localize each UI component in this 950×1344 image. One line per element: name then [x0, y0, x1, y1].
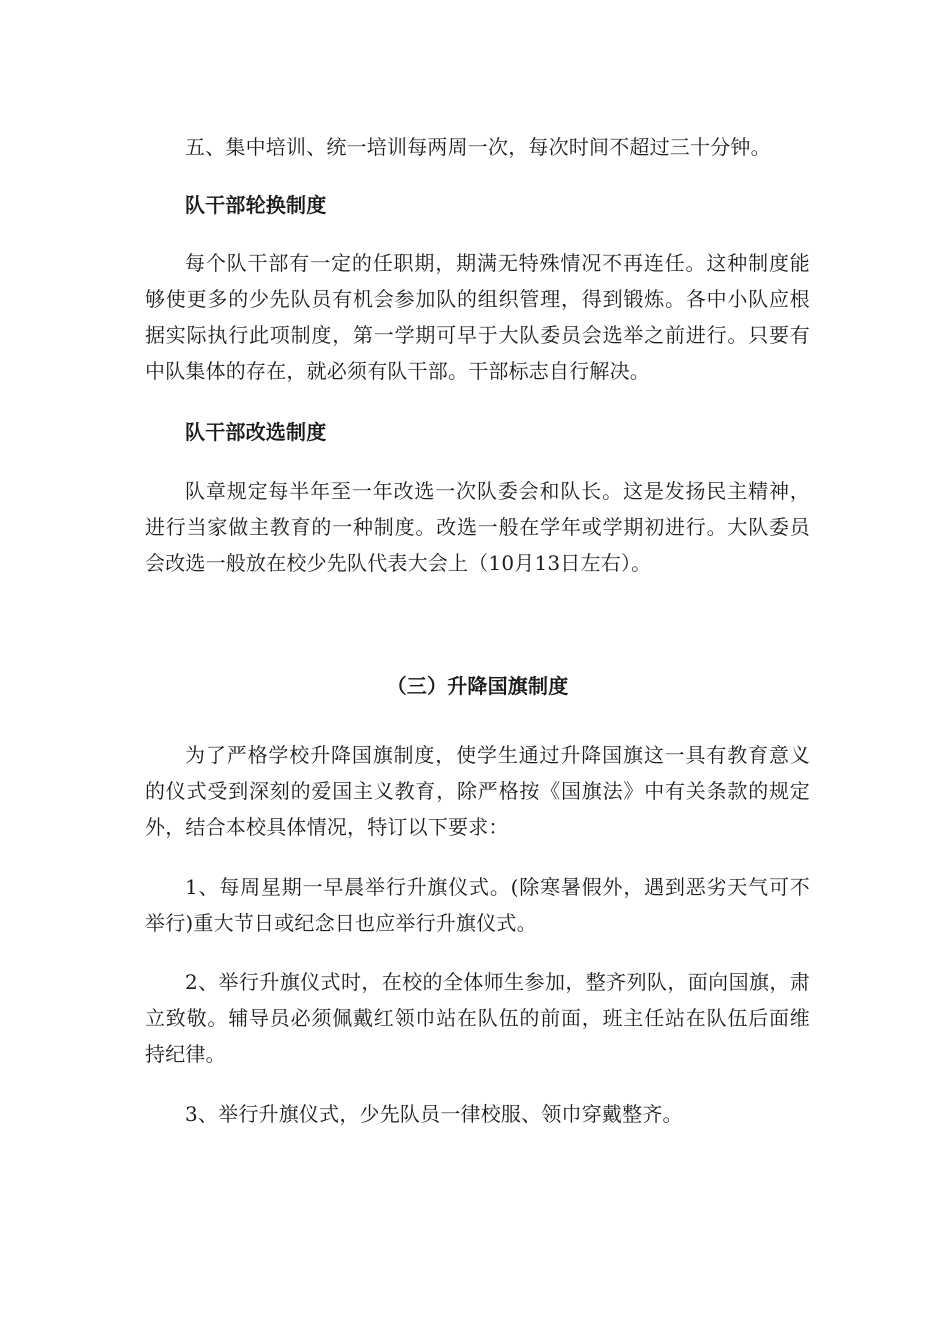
paragraph-flag-rule-3: 3、举行升旗仪式，少先队员一律校服、领巾穿戴整齐。 [185, 1102, 683, 1126]
paragraph-rotation: 每个队干部有一定的任职期，期满无特殊情况不再连任。这种制度能够使更多的少先队员有机会参加队的组织管理，得到锻炼。各中小队应根据实际执行此项制度，第一学期可早于大队委员会选举之前进行。只要有中队集体的存在，就必须有队干部。干部标志自行解决。 [145, 251, 810, 383]
heading-reelection-system: 队干部改选制度 [185, 420, 327, 444]
paragraph-flag-intro: 为了严格学校升降国旗制度，使学生通过升降国旗这一具有教育意义的仪式受到深刻的爱国主义教育，除严格按《国旗法》中有关条款的规定外，结合本校具体情况，特订以下要求： [145, 743, 810, 839]
paragraph-training: 五、集中培训、统一培训每两周一次，每次时间不超过三十分钟。 [185, 135, 771, 159]
paragraph-flag-rule-2: 2、举行升旗仪式时，在校的全体师生参加，整齐列队，面向国旗，肃立致敬。辅导员必须佩戴红领巾站在队伍的前面，班主任站在队伍后面维持纪律。 [145, 970, 810, 1066]
paragraph-flag-rule-1: 1、每周星期一早晨举行升旗仪式。(除寒暑假外，遇到恶劣天气可不举行)重大节日或纪念日也应举行升旗仪式。 [145, 875, 810, 935]
section-heading-flag-ceremony: （三）升降国旗制度 [386, 674, 569, 698]
heading-rotation-system: 队干部轮换制度 [185, 193, 327, 217]
paragraph-reelection: 队章规定每半年至一年改选一次队委会和队长。这是发扬民主精神，进行当家做主教育的一种制度。改选一般在学年或学期初进行。大队委员会改选一般放在校少先队代表大会上（10月13日左右）。 [145, 479, 810, 575]
